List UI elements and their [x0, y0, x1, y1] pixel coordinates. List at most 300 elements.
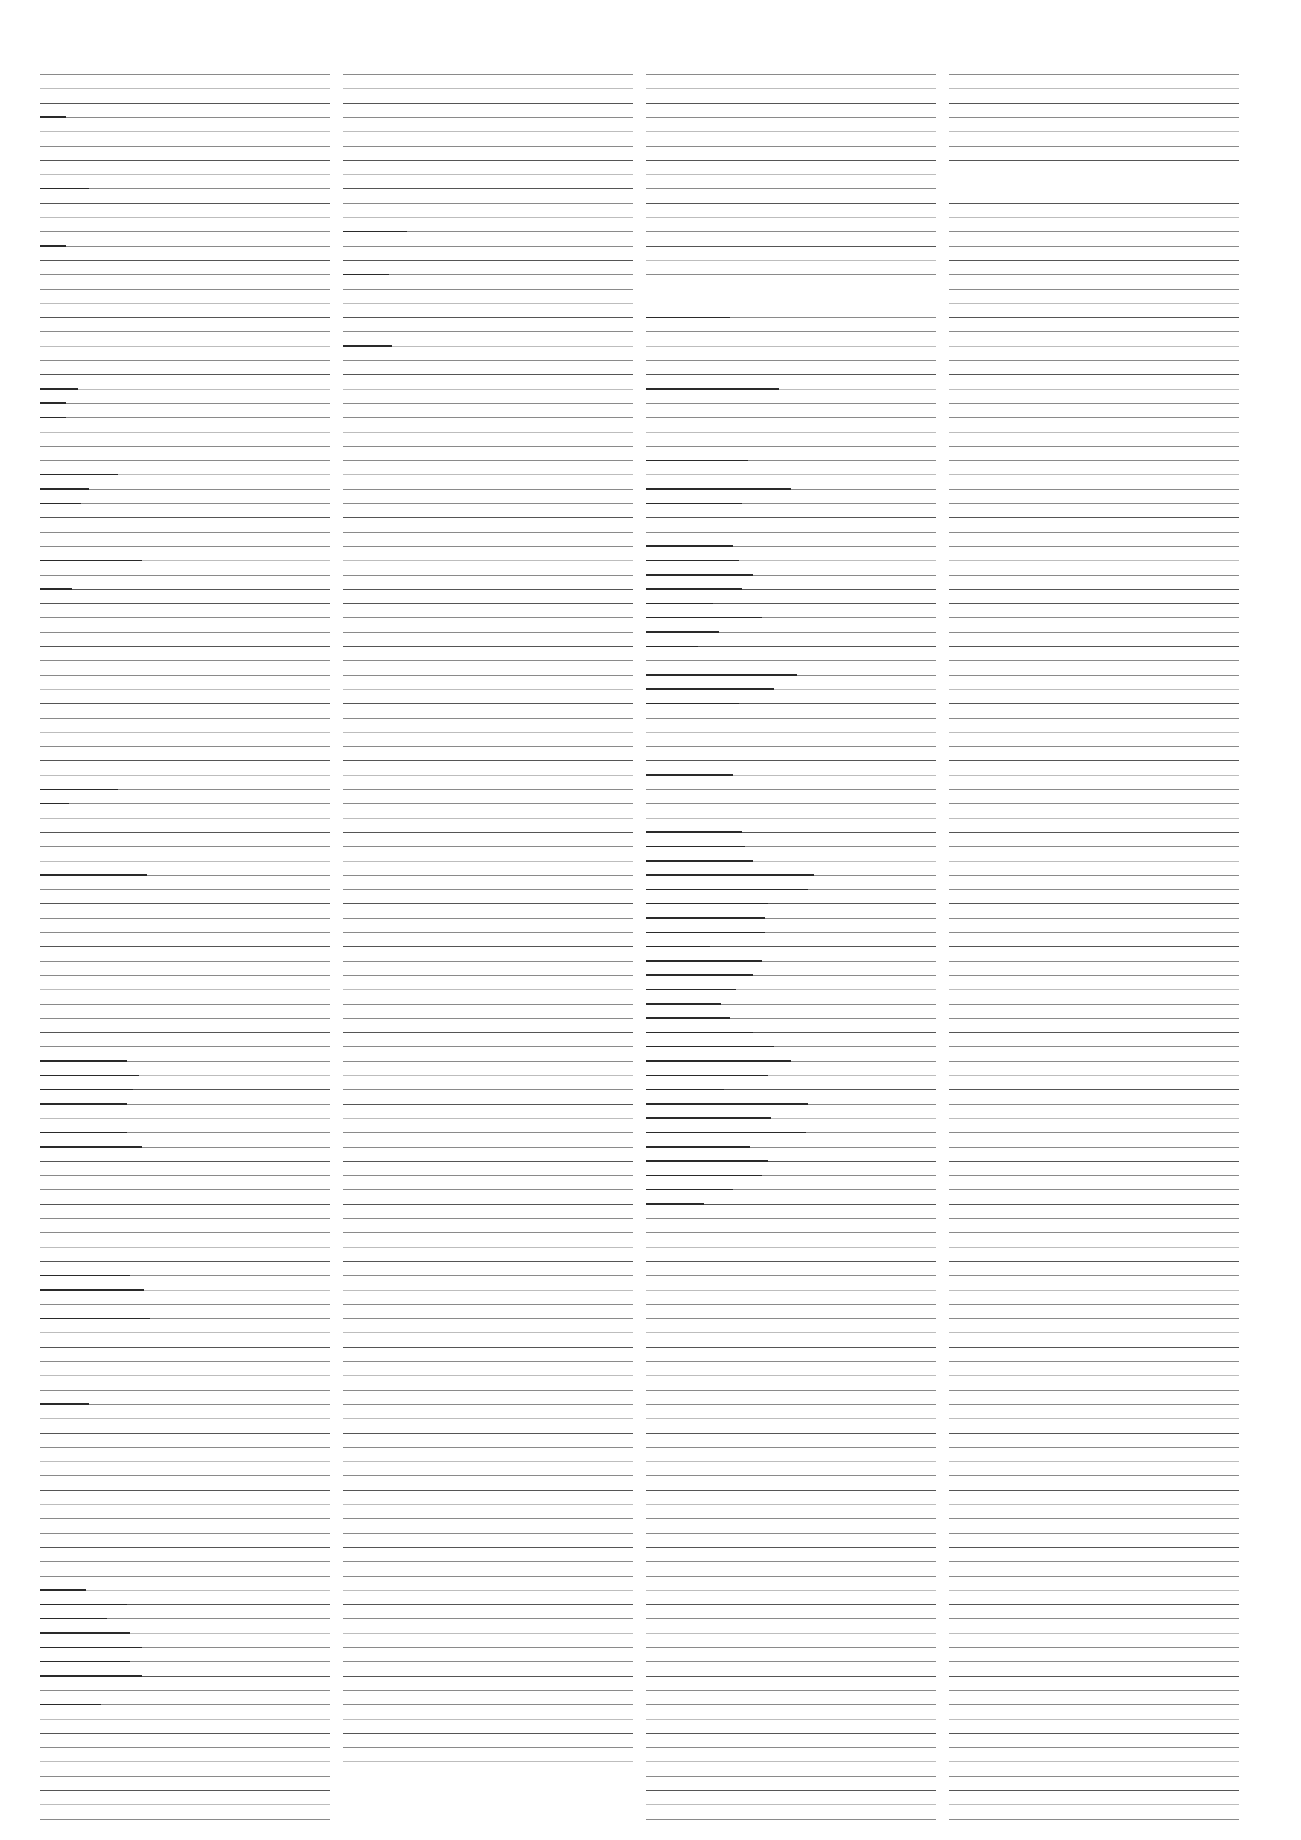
line-stroke	[40, 188, 89, 190]
ruled-line	[949, 560, 1239, 561]
line-stroke	[40, 789, 118, 791]
ruled-line	[343, 1147, 633, 1148]
ruled-line	[949, 818, 1239, 819]
ruled-line	[646, 1447, 936, 1448]
ruled-line	[949, 1761, 1239, 1762]
ruled-line	[40, 1461, 330, 1462]
ruled-line	[949, 1261, 1239, 1262]
ruled-line	[949, 718, 1239, 719]
ruled-line	[646, 1733, 936, 1734]
ruled-line	[949, 1490, 1239, 1491]
ruled-line	[949, 932, 1239, 933]
ruled-line	[949, 103, 1239, 104]
ruled-line	[949, 217, 1239, 218]
ruled-line	[949, 1461, 1239, 1462]
line-stroke	[40, 1060, 127, 1062]
line-stroke	[646, 1003, 721, 1005]
ruled-line	[949, 1161, 1239, 1162]
ruled-line	[343, 260, 633, 261]
ruled-line	[949, 989, 1239, 990]
ruled-line	[40, 1547, 330, 1548]
ruled-line	[646, 1290, 936, 1291]
ruled-line	[343, 875, 633, 876]
ruled-line	[949, 146, 1239, 147]
ruled-line	[40, 1361, 330, 1362]
ruled-line	[343, 603, 633, 604]
ruled-line	[646, 74, 936, 75]
ruled-line	[646, 1490, 936, 1491]
ruled-line	[40, 1504, 330, 1505]
ruled-line	[343, 1761, 633, 1762]
ruled-line	[343, 1347, 633, 1348]
ruled-line	[40, 1490, 330, 1491]
ruled-line	[646, 1647, 936, 1648]
ruled-line	[40, 1046, 330, 1047]
ruled-line	[343, 88, 633, 89]
ruled-line	[646, 446, 936, 447]
line-stroke	[646, 774, 733, 776]
ruled-line	[949, 1561, 1239, 1562]
line-stroke	[646, 631, 719, 633]
line-stroke	[343, 274, 389, 276]
line-stroke	[40, 588, 72, 590]
ruled-line	[343, 589, 633, 590]
ruled-line	[40, 1761, 330, 1762]
ruled-line	[40, 1304, 330, 1305]
ruled-line	[646, 346, 936, 347]
ruled-line	[40, 88, 330, 89]
ruled-line	[949, 446, 1239, 447]
ruled-line	[343, 417, 633, 418]
ruled-line	[949, 575, 1239, 576]
ruled-line	[343, 1175, 633, 1176]
ruled-line	[40, 575, 330, 576]
ruled-line	[646, 660, 936, 661]
ruled-line	[646, 174, 936, 175]
ruled-line	[40, 803, 330, 804]
ruled-line	[646, 760, 936, 761]
line-stroke	[646, 974, 753, 976]
ruled-line	[343, 1089, 633, 1090]
line-stroke	[40, 1632, 130, 1634]
ruled-line	[646, 1261, 936, 1262]
ruled-line	[343, 575, 633, 576]
ruled-line	[343, 746, 633, 747]
ruled-line	[343, 1247, 633, 1248]
ruled-line	[343, 760, 633, 761]
ruled-line	[343, 1704, 633, 1705]
ruled-line	[40, 1418, 330, 1419]
ruled-line	[343, 818, 633, 819]
ruled-line	[949, 432, 1239, 433]
line-stroke	[40, 388, 78, 390]
ruled-line	[949, 303, 1239, 304]
ruled-line	[343, 1032, 633, 1033]
ruled-line	[40, 703, 330, 704]
ruled-line	[343, 1204, 633, 1205]
ruled-line	[343, 632, 633, 633]
ruled-line	[40, 1747, 330, 1748]
ruled-line	[949, 589, 1239, 590]
ruled-line	[343, 146, 633, 147]
ruled-line	[343, 1461, 633, 1462]
line-stroke	[40, 1089, 133, 1091]
line-stroke	[646, 588, 742, 590]
ruled-line	[343, 718, 633, 719]
ruled-line	[949, 803, 1239, 804]
ruled-line	[343, 1490, 633, 1491]
ruled-line	[949, 246, 1239, 247]
ruled-line	[646, 1218, 936, 1219]
ruled-line	[343, 1604, 633, 1605]
ruled-line	[343, 131, 633, 132]
ruled-line	[40, 517, 330, 518]
line-stroke	[646, 1189, 733, 1191]
ruled-line	[646, 88, 936, 89]
line-stroke	[646, 946, 710, 948]
line-stroke	[40, 803, 69, 805]
line-stroke	[646, 560, 739, 562]
ruled-line	[646, 789, 936, 790]
ruled-line	[949, 775, 1239, 776]
ruled-line	[646, 1690, 936, 1691]
ruled-line	[40, 689, 330, 690]
ruled-line	[646, 1404, 936, 1405]
ruled-line	[40, 1561, 330, 1562]
ruled-line	[343, 732, 633, 733]
ruled-line	[949, 203, 1239, 204]
ruled-line	[949, 1204, 1239, 1205]
ruled-line	[40, 460, 330, 461]
ruled-line	[40, 932, 330, 933]
ruled-line	[949, 88, 1239, 89]
ruled-line	[343, 1375, 633, 1376]
ruled-line	[949, 746, 1239, 747]
ruled-line	[949, 1647, 1239, 1648]
line-stroke	[646, 1117, 771, 1119]
ruled-line	[40, 1518, 330, 1519]
ruled-line	[40, 1776, 330, 1777]
ruled-line	[949, 1132, 1239, 1133]
ruled-line	[949, 889, 1239, 890]
ruled-line	[949, 1604, 1239, 1605]
ruled-line	[40, 503, 330, 504]
ruled-line	[343, 1418, 633, 1419]
ruled-line	[949, 1533, 1239, 1534]
ruled-line	[949, 646, 1239, 647]
ruled-line	[646, 532, 936, 533]
line-stroke	[646, 703, 739, 705]
ruled-line	[949, 389, 1239, 390]
ruled-line	[646, 818, 936, 819]
line-stroke	[646, 1075, 768, 1077]
line-stroke	[646, 1032, 753, 1034]
ruled-line	[343, 117, 633, 118]
ruled-line	[40, 846, 330, 847]
ruled-line	[646, 1375, 936, 1376]
ruled-line	[343, 403, 633, 404]
ruled-line	[343, 217, 633, 218]
line-stroke	[40, 1318, 150, 1320]
ruled-line	[40, 274, 330, 275]
line-stroke	[646, 1046, 774, 1048]
ruled-line	[949, 875, 1239, 876]
ruled-line	[343, 946, 633, 947]
ruled-line	[646, 1747, 936, 1748]
ruled-line	[40, 289, 330, 290]
ruled-line	[40, 1018, 330, 1019]
ruled-line	[343, 1404, 633, 1405]
line-stroke	[646, 917, 765, 919]
ruled-line	[40, 317, 330, 318]
ruled-line	[949, 274, 1239, 275]
ruled-line	[343, 1504, 633, 1505]
ruled-line	[40, 1232, 330, 1233]
ruled-line	[40, 1447, 330, 1448]
ruled-line	[646, 1661, 936, 1662]
ruled-line	[646, 1390, 936, 1391]
ruled-line	[40, 1375, 330, 1376]
ruled-line	[343, 460, 633, 461]
ruled-line	[40, 1819, 330, 1820]
ruled-line	[343, 1733, 633, 1734]
ruled-line	[343, 803, 633, 804]
line-stroke	[646, 1060, 791, 1062]
ruled-line	[343, 961, 633, 962]
line-stroke	[646, 860, 753, 862]
ruled-line	[343, 303, 633, 304]
ruled-line	[343, 532, 633, 533]
ruled-line	[343, 203, 633, 204]
ruled-line	[40, 1790, 330, 1791]
ruled-line	[646, 103, 936, 104]
ruled-line	[646, 1518, 936, 1519]
ruled-line	[40, 1261, 330, 1262]
ruled-line	[646, 117, 936, 118]
line-stroke	[40, 474, 118, 476]
ruled-line	[646, 231, 936, 232]
ruled-line	[949, 546, 1239, 547]
ruled-line	[40, 103, 330, 104]
line-stroke	[646, 574, 753, 576]
ruled-line	[646, 1247, 936, 1248]
ruled-line	[40, 946, 330, 947]
ruled-line	[343, 360, 633, 361]
ruled-line	[343, 903, 633, 904]
ruled-line	[343, 1275, 633, 1276]
ruled-line	[343, 1189, 633, 1190]
ruled-line	[40, 303, 330, 304]
ruled-line	[949, 403, 1239, 404]
line-stroke	[40, 1403, 89, 1405]
ruled-line	[646, 403, 936, 404]
ruled-line	[343, 1576, 633, 1577]
ruled-line	[646, 1561, 936, 1562]
ruled-line	[343, 317, 633, 318]
ruled-line	[949, 689, 1239, 690]
ruled-line	[40, 1804, 330, 1805]
ruled-line	[646, 1790, 936, 1791]
ruled-line	[949, 961, 1239, 962]
ruled-line	[949, 503, 1239, 504]
ruled-line	[949, 260, 1239, 261]
ruled-line	[949, 1676, 1239, 1677]
ruled-line	[949, 489, 1239, 490]
ruled-line	[343, 174, 633, 175]
ruled-line	[343, 1390, 633, 1391]
ruled-line	[949, 861, 1239, 862]
ruled-line	[949, 1504, 1239, 1505]
ruled-line	[40, 432, 330, 433]
ruled-line	[949, 1447, 1239, 1448]
ruled-line	[40, 546, 330, 547]
line-stroke	[343, 231, 407, 233]
ruled-line	[40, 446, 330, 447]
ruled-line	[646, 732, 936, 733]
line-stroke	[646, 674, 797, 676]
ruled-line	[646, 246, 936, 247]
ruled-line	[40, 160, 330, 161]
ruled-line	[949, 703, 1239, 704]
line-stroke	[646, 646, 698, 648]
ruled-line	[343, 546, 633, 547]
ruled-line	[343, 1104, 633, 1105]
line-stroke	[646, 617, 762, 619]
ruled-line	[343, 446, 633, 447]
ruled-line	[343, 1547, 633, 1548]
ruled-line	[949, 1247, 1239, 1248]
ruled-line	[343, 517, 633, 518]
ruled-line	[646, 1475, 936, 1476]
ruled-line	[343, 103, 633, 104]
ruled-line	[40, 732, 330, 733]
ruled-line	[646, 1504, 936, 1505]
ruled-line	[949, 1361, 1239, 1362]
ruled-line	[40, 903, 330, 904]
ruled-line	[343, 74, 633, 75]
line-stroke	[40, 1618, 107, 1620]
ruled-line	[343, 918, 633, 919]
ruled-line	[40, 718, 330, 719]
ruled-line	[343, 474, 633, 475]
ruled-line	[40, 989, 330, 990]
ruled-line	[343, 1633, 633, 1634]
line-stroke	[40, 417, 66, 419]
ruled-line	[949, 346, 1239, 347]
ruled-line	[949, 603, 1239, 604]
line-stroke	[40, 402, 66, 404]
ruled-line	[343, 432, 633, 433]
ruled-line	[343, 1475, 633, 1476]
ruled-line	[343, 689, 633, 690]
ruled-line	[949, 1290, 1239, 1291]
ruled-line	[949, 675, 1239, 676]
ruled-line	[40, 1004, 330, 1005]
ruled-line	[40, 1175, 330, 1176]
line-stroke	[646, 1017, 730, 1019]
ruled-line	[949, 1547, 1239, 1548]
ruled-line	[646, 1576, 936, 1577]
ruled-line	[949, 789, 1239, 790]
ruled-line	[949, 1590, 1239, 1591]
ruled-line	[343, 331, 633, 332]
line-stroke	[646, 831, 742, 833]
ruled-line	[343, 775, 633, 776]
ruled-line	[949, 160, 1239, 161]
ruled-line	[40, 231, 330, 232]
ruled-line	[949, 1104, 1239, 1105]
line-stroke	[646, 960, 762, 962]
ruled-line	[40, 532, 330, 533]
ruled-line	[646, 474, 936, 475]
ruled-line	[343, 503, 633, 504]
ruled-line	[343, 1232, 633, 1233]
ruled-line	[40, 1475, 330, 1476]
ruled-line	[343, 1332, 633, 1333]
ruled-line	[343, 1447, 633, 1448]
ruled-line	[343, 1075, 633, 1076]
ruled-line	[949, 1032, 1239, 1033]
line-stroke	[646, 1089, 724, 1091]
ruled-line	[949, 1576, 1239, 1577]
ruled-line	[343, 646, 633, 647]
ruled-line	[343, 289, 633, 290]
line-stroke	[40, 116, 66, 118]
ruled-line	[949, 1418, 1239, 1419]
ruled-line	[646, 1704, 936, 1705]
ruled-line	[949, 946, 1239, 947]
line-stroke	[646, 1203, 704, 1205]
ruled-line	[343, 1161, 633, 1162]
ruled-line	[949, 74, 1239, 75]
line-stroke	[646, 1160, 768, 1162]
ruled-line	[949, 918, 1239, 919]
ruled-line	[40, 1332, 330, 1333]
ruled-line	[343, 660, 633, 661]
ruled-line	[40, 1390, 330, 1391]
ruled-line	[343, 1261, 633, 1262]
ruled-line	[949, 1819, 1239, 1820]
ruled-line	[949, 1404, 1239, 1405]
ruled-line	[949, 975, 1239, 976]
ruled-line	[646, 1304, 936, 1305]
ruled-line	[40, 217, 330, 218]
line-stroke	[646, 989, 736, 991]
ruled-line	[646, 1804, 936, 1805]
line-stroke	[40, 1289, 144, 1291]
ruled-line	[40, 1218, 330, 1219]
ruled-line	[40, 1032, 330, 1033]
ruled-line	[343, 1318, 633, 1319]
ruled-line	[343, 1747, 633, 1748]
line-stroke	[40, 503, 81, 505]
ruled-line	[949, 1304, 1239, 1305]
line-stroke	[646, 688, 774, 690]
ruled-line	[949, 360, 1239, 361]
line-stroke	[646, 488, 791, 490]
ruled-line	[343, 617, 633, 618]
ruled-line	[949, 760, 1239, 761]
line-stroke	[646, 1103, 808, 1105]
ruled-line	[646, 746, 936, 747]
ruled-line	[343, 1590, 633, 1591]
line-stroke	[40, 1647, 142, 1649]
line-stroke	[40, 1075, 139, 1077]
ruled-line	[949, 660, 1239, 661]
ruled-line	[343, 889, 633, 890]
ruled-line	[40, 617, 330, 618]
ruled-line	[949, 1618, 1239, 1619]
